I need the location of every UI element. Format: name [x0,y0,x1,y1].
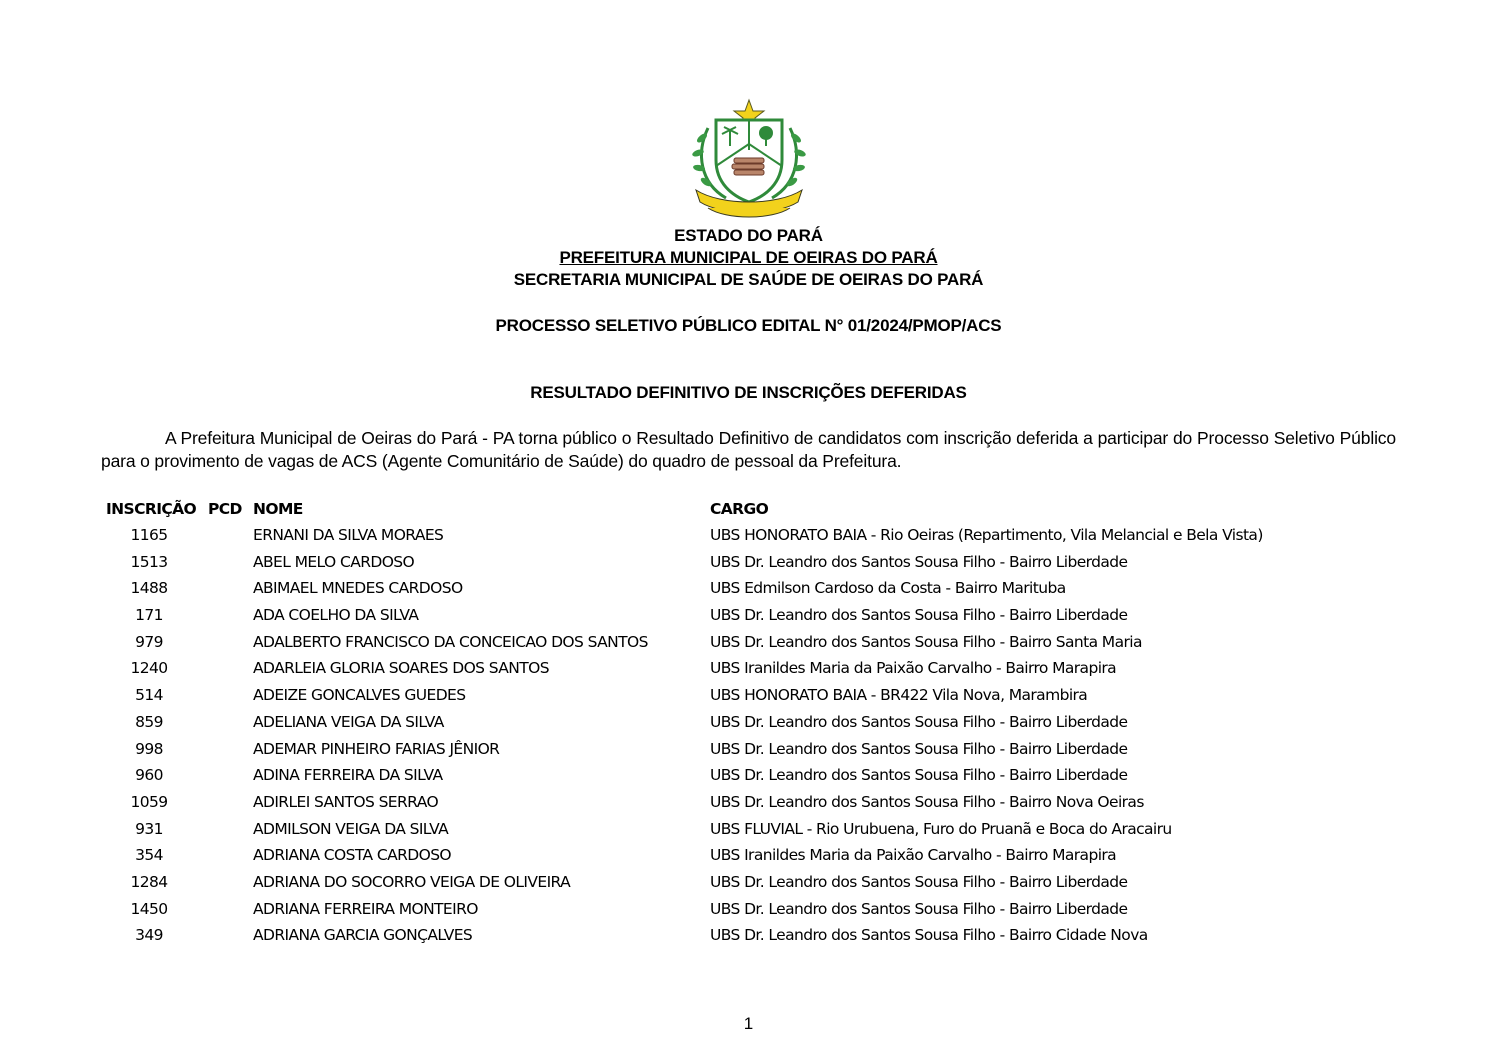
cell-inscricao: 1488 [130,579,168,598]
cell-cargo: UBS Iranildes Maria da Paixão Carvalho - Bairro Marapira [710,846,1117,865]
cell-cargo: UBS Dr. Leandro dos Santos Sousa Filho - Bairro Liberdade [710,712,1128,731]
cell-cargo: UBS Dr. Leandro dos Santos Sousa Filho - Bairro Liberdade [710,766,1128,785]
cell-nome: ADALBERTO FRANCISCO DA CONCEICAO DOS SANTOS [253,632,648,651]
process-title: PROCESSO SELETIVO PÚBLICO EDITAL N° 01/2024/PMOP/ACS [495,316,1002,335]
cell-nome: ADARLEIA GLORIA SOARES DOS SANTOS [253,659,549,678]
cell-nome: ADIRLEI SANTOS SERRAO [253,792,439,811]
cell-cargo: UBS Edmilson Cardoso da Costa - Bairro Marituba [710,579,1066,598]
prefecture-title: PREFEITURA MUNICIPAL DE OEIRAS DO PARÁ [559,248,938,267]
cell-inscricao: 171 [135,606,163,625]
cell-cargo: UBS Dr. Leandro dos Santos Sousa Filho - Bairro Santa Maria [710,632,1142,651]
cell-cargo: UBS HONORATO BAIA - Rio Oeiras (Repartimento, Vila Melancial e Bela Vista) [710,526,1263,544]
municipal-coat-of-arms-icon [686,98,812,224]
cell-inscricao: 354 [135,846,163,865]
cell-cargo: UBS Iranildes Maria da Paixão Carvalho - Bairro Marapira [710,659,1117,678]
cell-nome: ADRIANA FERREIRA MONTEIRO [253,899,478,918]
column-header-inscricao: INSCRIÇÃO [106,500,197,518]
cell-nome: ADEIZE GONCALVES GUEDES [253,686,466,705]
result-title: RESULTADO DEFINITIVO DE INSCRIÇÕES DEFERIDAS [530,383,967,402]
cell-nome: ADA COELHO DA SILVA [253,606,419,625]
column-header-nome: NOME [253,500,303,518]
cell-nome: ADINA FERREIRA DA SILVA [253,766,443,785]
cell-cargo: UBS Dr. Leandro dos Santos Sousa Filho - Bairro Liberdade [710,872,1128,891]
cell-inscricao: 931 [135,819,163,838]
cell-cargo: UBS Dr. Leandro dos Santos Sousa Filho - Bairro Nova Oeiras [710,792,1144,811]
cell-nome: ADRIANA COSTA CARDOSO [253,846,452,865]
cell-cargo: UBS Dr. Leandro dos Santos Sousa Filho - Bairro Liberdade [710,739,1128,758]
cell-nome: ABEL MELO CARDOSO [253,552,415,571]
cell-cargo: UBS Dr. Leandro dos Santos Sousa Filho - Bairro Liberdade [710,606,1128,625]
cell-inscricao: 960 [135,766,163,785]
cell-inscricao: 514 [135,686,163,705]
cell-cargo: UBS Dr. Leandro dos Santos Sousa Filho - Bairro Liberdade [710,552,1128,571]
cell-nome: ADRIANA GARCIA GONÇALVES [253,926,473,945]
cell-inscricao: 1450 [130,899,168,918]
cell-cargo: UBS HONORATO BAIA - BR422 Vila Nova, Marambira [710,686,1088,705]
cell-nome: ABIMAEL MNEDES CARDOSO [253,579,463,598]
secretariat-title: SECRETARIA MUNICIPAL DE SAÚDE DE OEIRAS DO PARÁ [513,270,984,289]
cell-inscricao: 1513 [130,552,168,571]
cell-inscricao: 998 [135,739,163,758]
cell-cargo: UBS FLUVIAL - Rio Urubuena, Furo do Pruanã e Boca do Aracairu [710,819,1172,838]
cell-nome: ADMILSON VEIGA DA SILVA [253,819,449,838]
cell-nome: ADRIANA DO SOCORRO VEIGA DE OLIVEIRA [253,872,571,891]
cell-nome: ADELIANA VEIGA DA SILVA [253,712,444,731]
cell-cargo: UBS Dr. Leandro dos Santos Sousa Filho - Bairro Cidade Nova [710,926,1148,945]
cell-inscricao: 1165 [130,526,168,544]
state-title: ESTADO DO PARÁ [674,226,823,245]
column-header-pcd: PCD [208,500,242,518]
cell-cargo: UBS Dr. Leandro dos Santos Sousa Filho - Bairro Liberdade [710,899,1128,918]
cell-nome: ERNANI DA SILVA MORAES [253,526,444,544]
page-number: 1 [743,1014,754,1033]
cell-inscricao: 349 [135,926,163,945]
cell-inscricao: 1240 [130,659,168,678]
cell-inscricao: 1284 [130,872,168,891]
cell-nome: ADEMAR PINHEIRO FARIAS JÊNIOR [253,739,500,758]
intro-paragraph: A Prefeitura Municipal de Oeiras do Pará - PA torna público o Resultado Definitivo de candidatos com inscrição deferida a participar do Processo Seletivo Público para o provimento de vagas de ACS (Agente Comunitário de Saúde) do quadro de pessoal da Prefeitura. [101,428,1396,471]
cell-inscricao: 859 [135,712,163,731]
cell-inscricao: 979 [135,632,163,651]
cell-inscricao: 1059 [130,792,168,811]
column-header-cargo: CARGO [710,500,769,518]
